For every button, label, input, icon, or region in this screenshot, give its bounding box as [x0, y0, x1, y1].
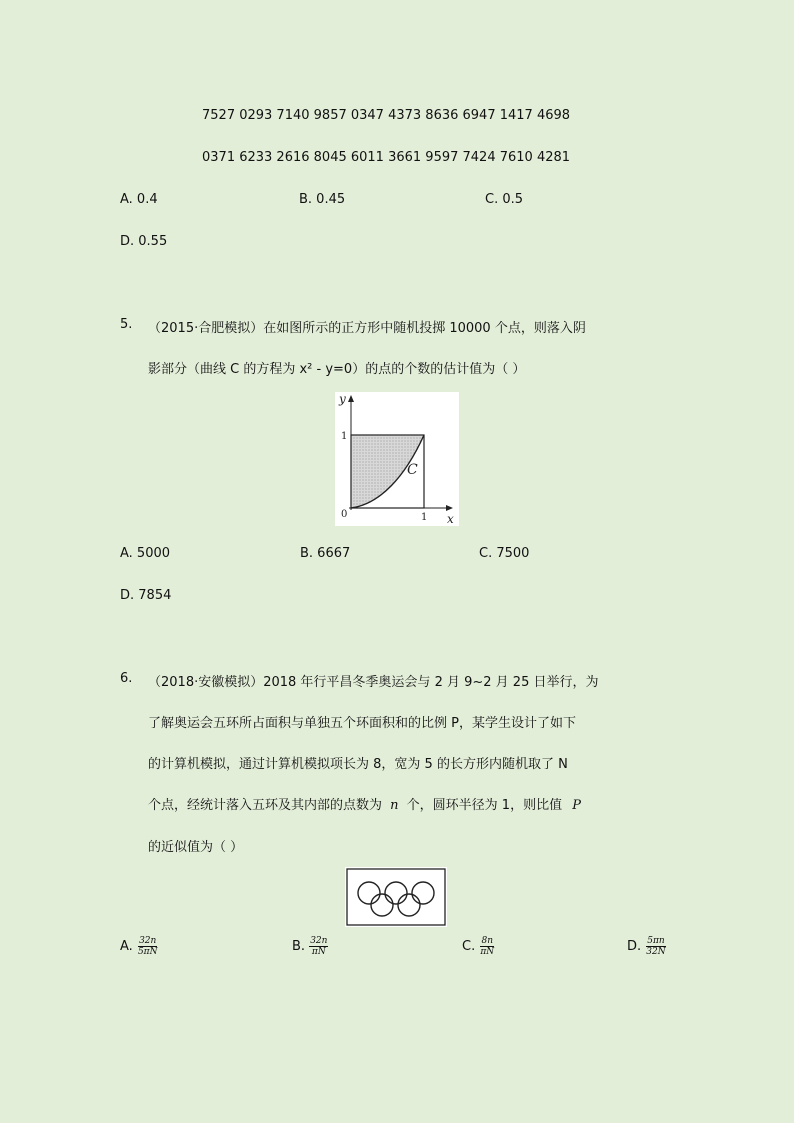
q6-option-c-label: C.: [462, 939, 476, 954]
q5-option-c: C. 7500: [479, 546, 530, 561]
q6-option-c: [462, 936, 495, 957]
q4-option-c: C. 0.5: [485, 192, 524, 207]
q5-figure-x-label: x: [447, 512, 454, 526]
q6-text-line4: [148, 794, 581, 813]
q5-figure-one-y: 1: [341, 431, 348, 442]
q6-var-p: P: [572, 798, 581, 813]
q5-number: 5.: [120, 317, 133, 332]
q6-line4-pre: 个点，经统计落入五环及其内部的点数为: [148, 798, 383, 813]
q5-option-b: B. 6667: [300, 546, 351, 561]
q6-option-a-label: A.: [120, 939, 133, 954]
q4-option-b: B. 0.45: [299, 192, 346, 207]
q4-option-d: D. 0.55: [120, 234, 168, 249]
q6-text-line5: 的近似值为（ ）: [148, 840, 244, 855]
q6-line4-mid: 个，圆环半径为 1，则比值: [406, 798, 563, 813]
q4-option-a: A. 0.4: [120, 192, 158, 207]
q5-option-d: D. 7854: [120, 588, 172, 603]
q6-option-c-fraction: $\frac{8n}{\pi N}$: [480, 936, 495, 957]
q6-option-b-label: B.: [292, 939, 306, 954]
q5-figure: [335, 392, 459, 526]
q5-figure-curve-label: C: [407, 462, 418, 478]
q6-number: 6.: [120, 671, 133, 686]
random-table-row-2: 0371 6233 2616 8045 6011 3661 9597 7424 7610 4281: [202, 150, 571, 165]
random-table-row-1: 7527 0293 7140 9857 0347 4373 8636 6947 1417 4698: [202, 108, 571, 123]
q6-option-a-fraction: $\frac{32n}{5\pi N}$: [137, 936, 158, 957]
q5-option-a: A. 5000: [120, 546, 171, 561]
q6-var-n: n: [390, 798, 399, 813]
olympic-rings-figure: [345, 867, 447, 927]
q6-text-line1: （2018·安徽模拟）2018 年行平昌冬季奥运会与 2 月 9~2 月 25 日举行，为: [148, 675, 599, 690]
q6-option-b: [292, 936, 328, 957]
q6-option-a: [120, 936, 158, 957]
q5-figure-y-label: y: [339, 392, 346, 406]
q6-text-line2: 了解奥运会五环所占面积与单独五个环面积和的比例 P，某学生设计了如下: [148, 716, 576, 731]
q6-option-d: [627, 936, 667, 957]
q6-option-d-fraction: $\frac{5\pi n}{32N}$: [646, 936, 666, 957]
q6-option-d-label: D.: [627, 939, 642, 954]
q6-text-line3: 的计算机模拟，通过计算机模拟项长为 8，宽为 5 的长方形内随机取了 N: [148, 757, 568, 772]
q5-figure-origin: 0: [341, 509, 348, 520]
q5-figure-one-x: 1: [421, 512, 428, 523]
q5-text-line2: 影部分（曲线 C 的方程为 x² - y=0）的点的个数的估计值为（ ）: [148, 362, 526, 377]
q6-option-b-fraction: $\frac{32n}{\pi N}$: [310, 936, 328, 957]
q5-text-line1: （2015·合肥模拟）在如图所示的正方形中随机投掷 10000 个点，则落入阴: [148, 321, 586, 336]
